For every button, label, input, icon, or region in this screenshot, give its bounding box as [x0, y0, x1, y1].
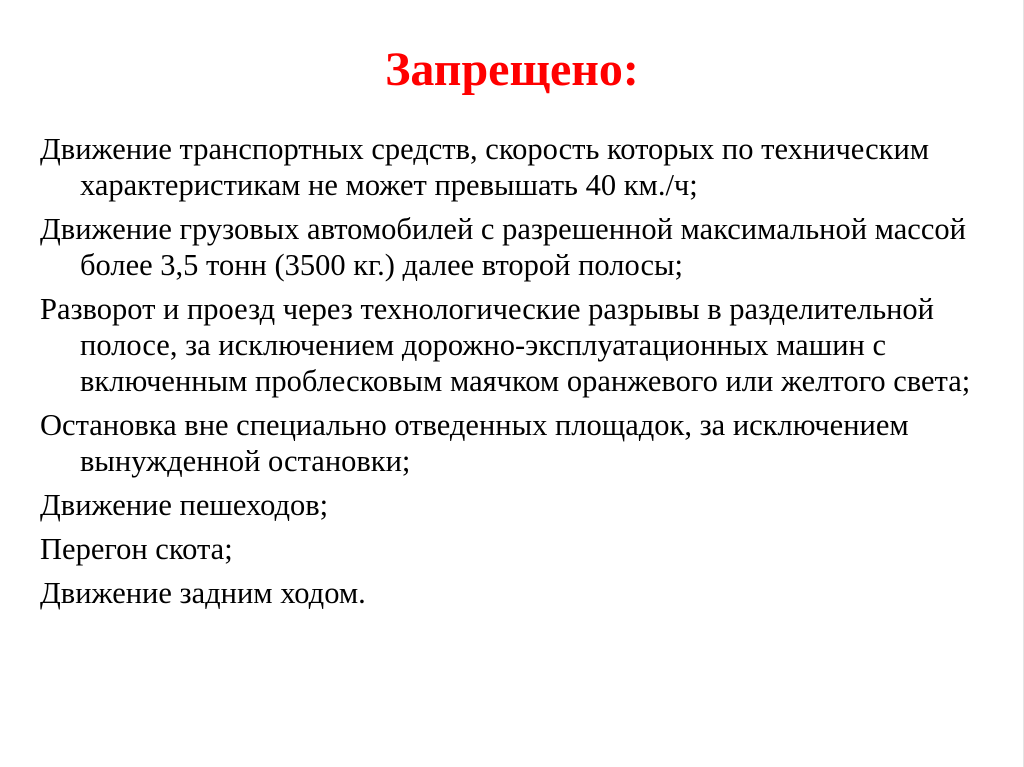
list-item: Разворот и проезд через технологические разрывы в разделительной полосе, за исключением дорожно-эксплуатационных машин с включенным проблесковым маячком оранжевого или желтого света; [40, 292, 971, 398]
list-item: Перегон скота; [40, 532, 233, 566]
list-item: Движение грузовых автомобилей с разрешенной максимальной массой более 3,5 тонн (3500 кг.) далее второй полосы; [40, 212, 966, 282]
list-item: Движение транспортных средств, скорость которых по техническим характеристикам не может превышать 40 км./ч; [40, 132, 930, 202]
list-item: Движение пешеходов; [40, 488, 329, 522]
list-item: Движение задним ходом. [40, 576, 366, 610]
list-item: Остановка вне специально отведенных площадок, за исключением вынужденной остановки; [40, 408, 909, 478]
slide-title: Запрещено: [385, 43, 639, 96]
prohibition-list [40, 131, 1015, 619]
